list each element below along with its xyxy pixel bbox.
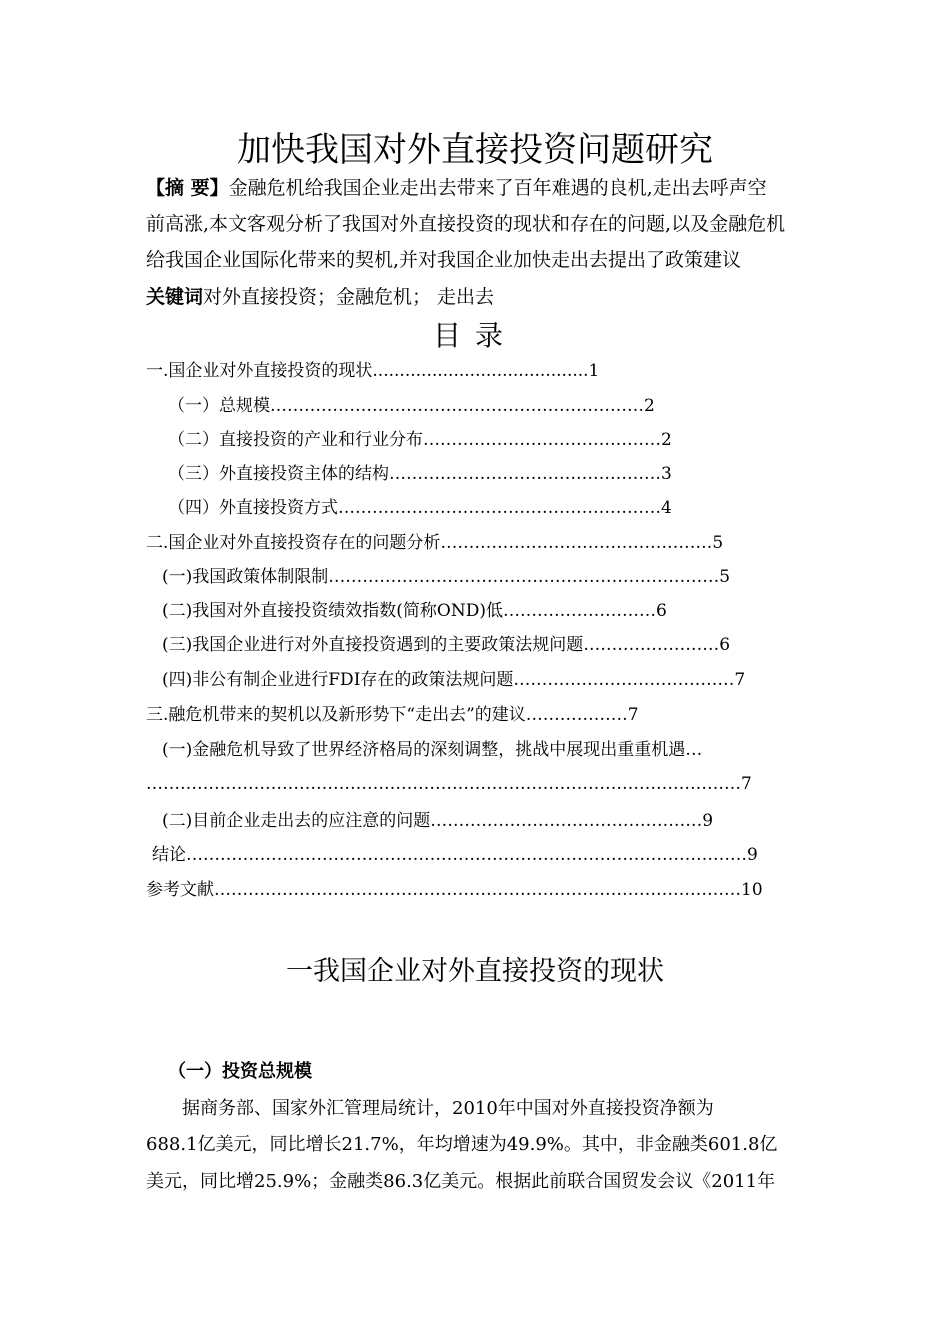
toc-row: (一)金融危机导致了世界经济格局的深刻调整，挑战中展现出重重机遇… bbox=[162, 740, 703, 760]
toc-row: (三)我国企业进行对外直接投资遇到的主要政策法规问题……………………6 bbox=[162, 635, 731, 655]
toc-row: （二）直接投资的产业和行业分布……………………………………2 bbox=[168, 430, 672, 450]
toc-row: ……………………………………………………………………………………………7 bbox=[146, 774, 752, 794]
toc-row: （三）外直接投资主体的结构…………………………………………3 bbox=[168, 464, 672, 484]
section-subheading: （一）投资总规模 bbox=[168, 1061, 312, 1082]
keywords-text: 对外直接投资；金融危机； 走出去 bbox=[203, 286, 495, 308]
document-title: 加快我国对外直接投资问题研究 bbox=[237, 130, 713, 170]
toc-row: （四）外直接投资方式…………………………………………………4 bbox=[168, 498, 672, 518]
toc-row: （一）总规模…………………………………………………………2 bbox=[168, 396, 655, 416]
toc-row: (二)我国对外直接投资绩效指数(简称OND)低………………………6 bbox=[162, 601, 667, 621]
body-line-2: 688.1亿美元，同比增长21.7%，年均增速为49.9%。其中，非金融类601.8亿 bbox=[146, 1134, 778, 1155]
keywords-label: 关键词 bbox=[146, 286, 204, 308]
body-line-3: 美元，同比增25.9%；金融类86.3亿美元。根据此前联合国贸发会议《2011年 bbox=[146, 1171, 776, 1192]
toc-row: 参考文献…………………………………………………………………………………10 bbox=[146, 880, 763, 900]
body-line-1: 据商务部、国家外汇管理局统计，2010年中国对外直接投资净额为 bbox=[182, 1098, 714, 1119]
toc-row: (一)我国政策体制限制……………………………………………………………5 bbox=[162, 567, 731, 587]
abstract-line-1 bbox=[146, 176, 767, 200]
abstract-line-3: 给我国企业国际化带来的契机,并对我国企业加快走出去提出了政策建议 bbox=[146, 249, 742, 271]
toc-row: 结论………………………………………………………………………………………9 bbox=[152, 845, 758, 865]
toc-row: (二)目前企业走出去的应注意的问题…………………………………………9 bbox=[162, 811, 714, 831]
abstract-label: 【摘 要】 bbox=[146, 177, 229, 199]
abstract-line-2: 前高涨,本文客观分析了我国对外直接投资的现状和存在的问题,以及金融危机 bbox=[146, 213, 786, 235]
toc-row: 一.国企业对外直接投资的现状........................................1 bbox=[146, 361, 600, 381]
toc-row: (四)非公有制企业进行FDI存在的政策法规问题…………………………………7 bbox=[162, 670, 746, 690]
toc-row: 二.国企业对外直接投资存在的问题分析…………………………………………5 bbox=[146, 533, 724, 553]
section-heading: 一我国企业对外直接投资的现状 bbox=[286, 956, 664, 987]
toc-title: 目录 bbox=[432, 319, 517, 352]
toc-row: 三.融危机带来的契机以及新形势下“走出去”的建议………………7 bbox=[146, 705, 639, 725]
abstract-text-1: 金融危机给我国企业走出去带来了百年难遇的良机,走出去呼声空 bbox=[228, 177, 767, 199]
keywords-line bbox=[146, 285, 494, 309]
